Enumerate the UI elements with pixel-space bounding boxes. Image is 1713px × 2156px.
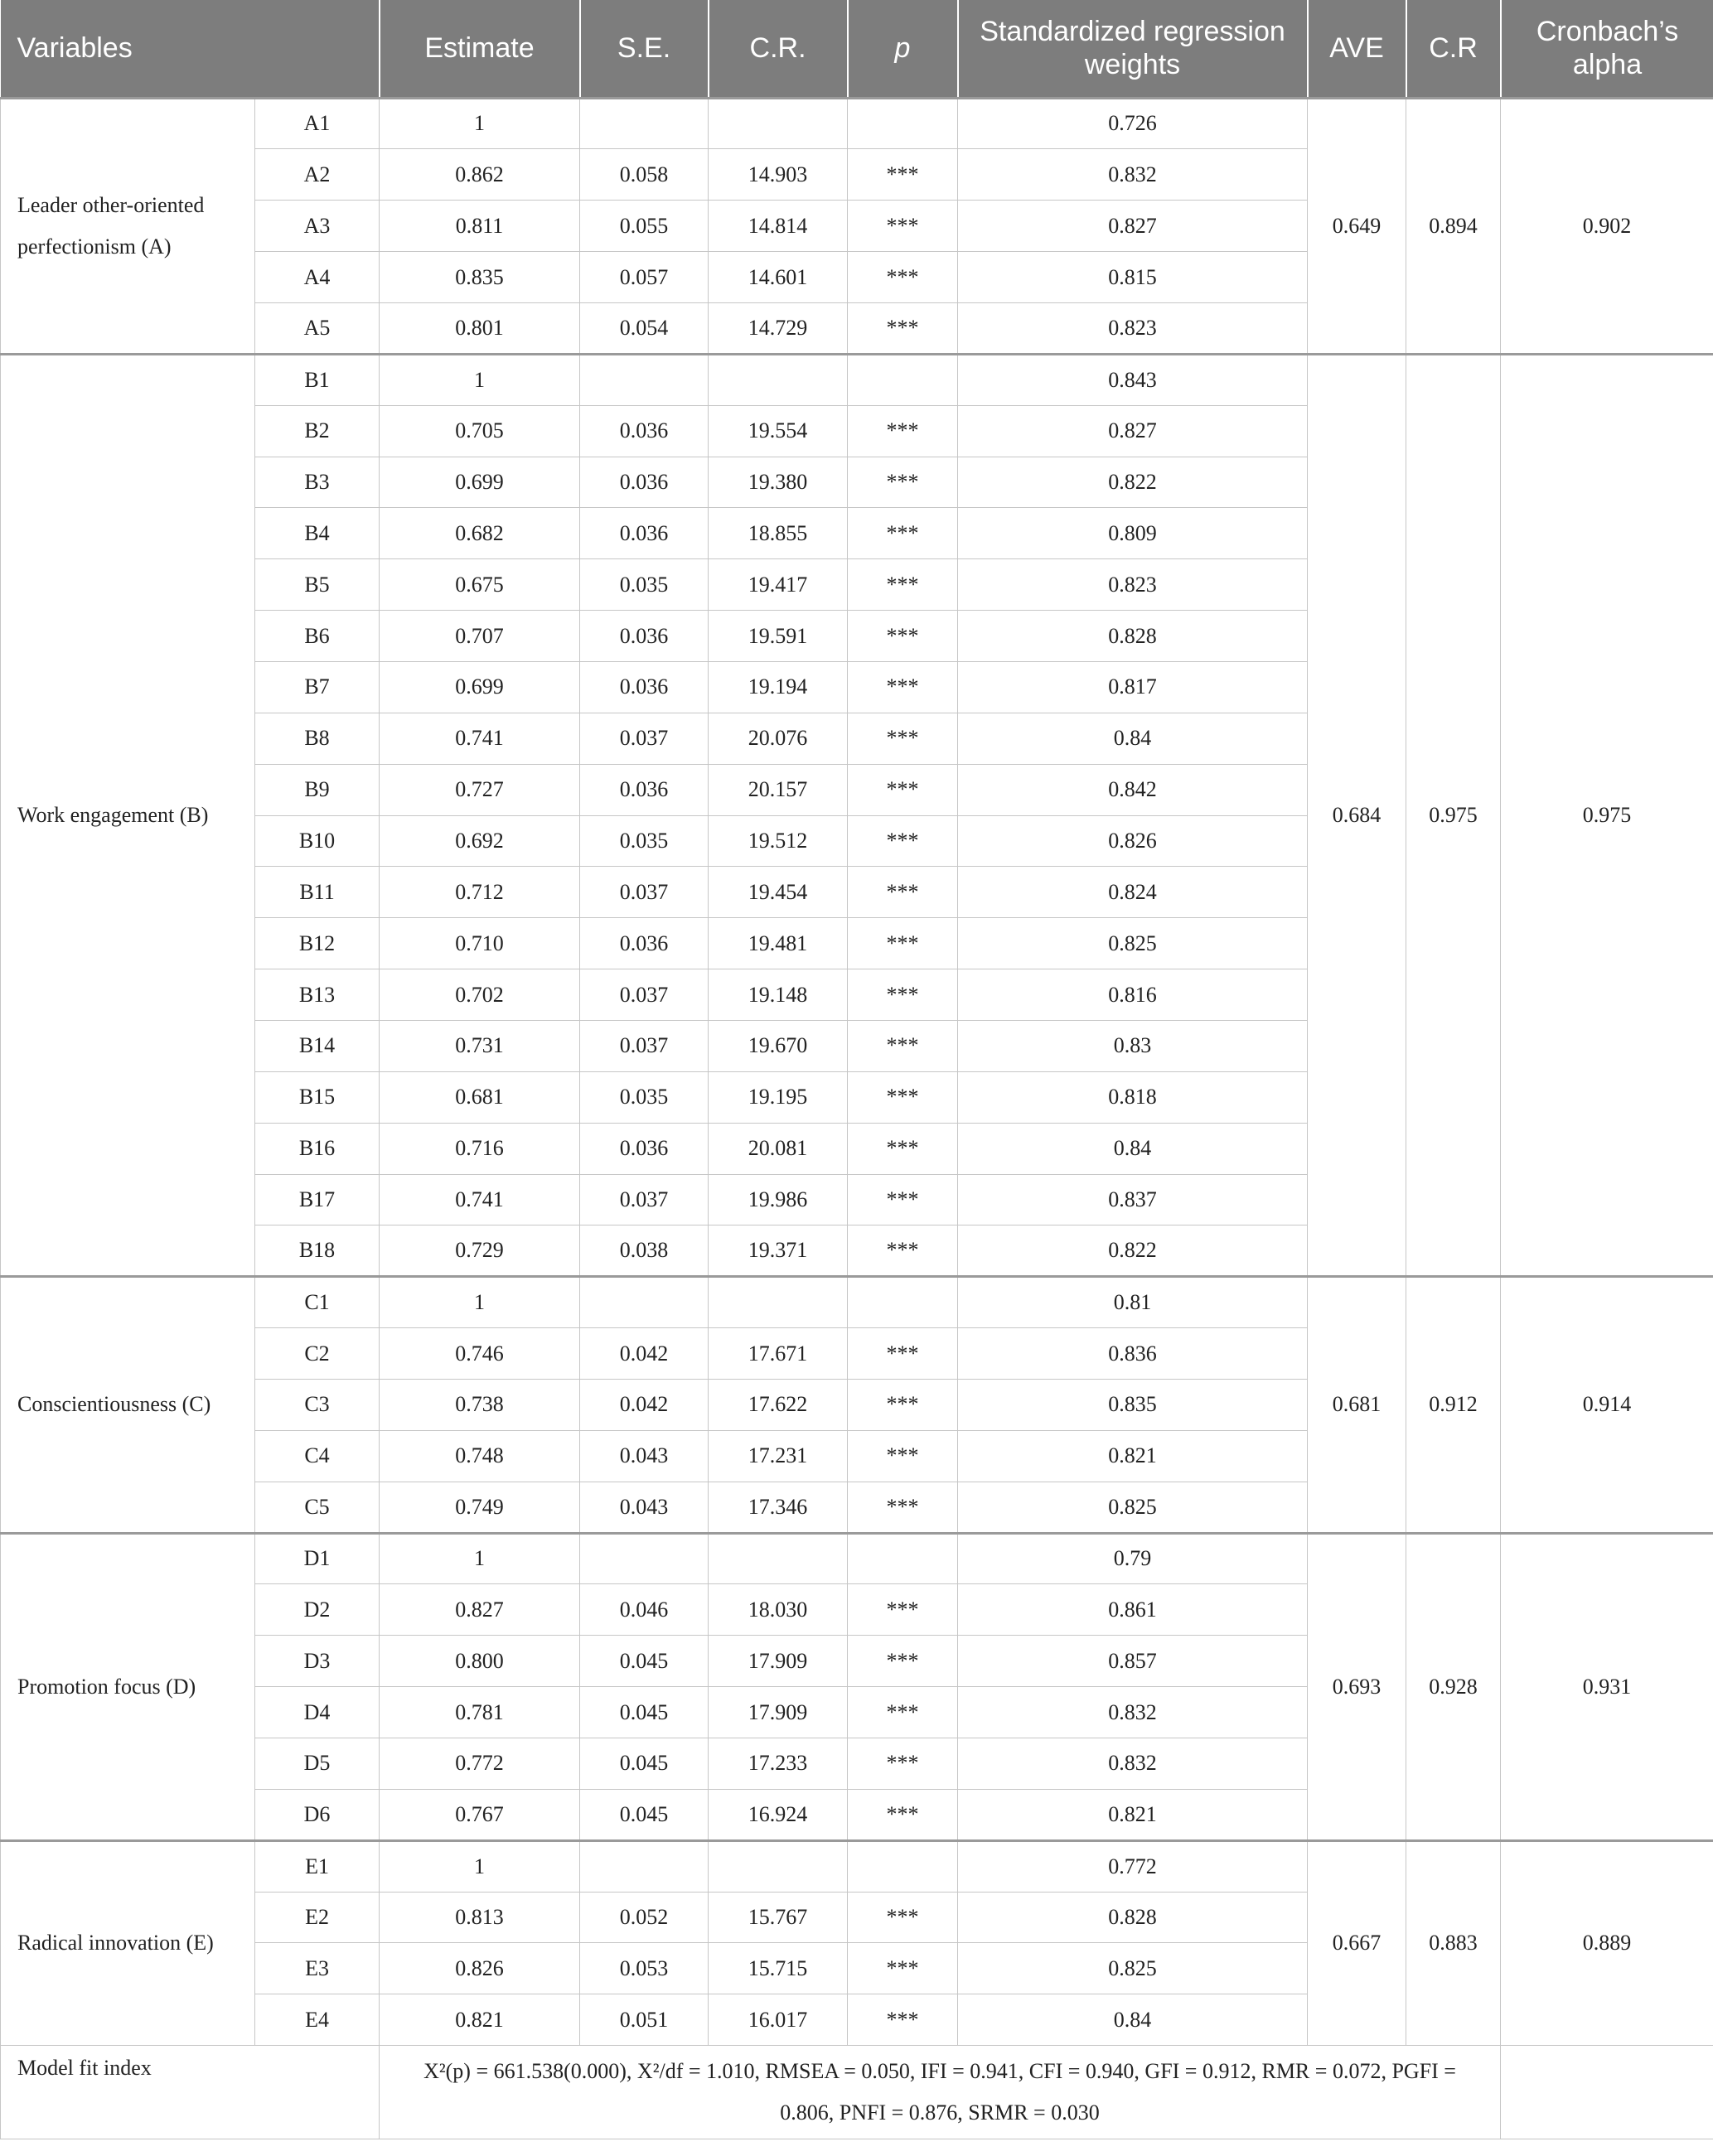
header-p: p [848, 0, 958, 98]
header-cronbachs-alpha: Cronbach’s alpha [1501, 0, 1713, 98]
estimate-cell: 0.716 [380, 1123, 580, 1174]
cr-cell: 19.454 [709, 867, 848, 918]
cr-cell: 19.148 [709, 969, 848, 1021]
std-weight-cell: 0.832 [958, 1687, 1308, 1738]
std-weight-cell: 0.836 [958, 1328, 1308, 1380]
item-id: A5 [255, 302, 380, 354]
cr-cell: 19.417 [709, 559, 848, 611]
se-cell: 0.036 [580, 918, 709, 969]
se-cell: 0.052 [580, 1892, 709, 1943]
p-cell: *** [848, 611, 958, 662]
se-cell: 0.037 [580, 1174, 709, 1225]
cr-cell: 19.554 [709, 405, 848, 457]
estimate-cell: 0.741 [380, 1174, 580, 1225]
se-cell: 0.053 [580, 1943, 709, 1994]
estimate-cell: 0.835 [380, 252, 580, 303]
p-cell: *** [848, 302, 958, 354]
model-fit-empty-cell [1501, 2046, 1713, 2139]
std-weight-cell: 0.817 [958, 661, 1308, 713]
composite-reliability-cell: 0.912 [1406, 1277, 1501, 1533]
table-body [1, 98, 1713, 2139]
estimate-cell: 0.675 [380, 559, 580, 611]
std-weight-cell: 0.84 [958, 1123, 1308, 1174]
p-cell [848, 1840, 958, 1892]
item-id: D5 [255, 1738, 380, 1790]
cr-cell: 18.855 [709, 508, 848, 559]
p-cell [848, 1277, 958, 1328]
p-cell: *** [848, 1071, 958, 1123]
cr-cell [709, 98, 848, 149]
estimate-cell: 1 [380, 1840, 580, 1892]
cronbachs-alpha-cell: 0.889 [1501, 1840, 1713, 2045]
se-cell: 0.045 [580, 1738, 709, 1790]
cr-cell: 15.715 [709, 1943, 848, 1994]
p-cell [848, 1533, 958, 1584]
se-cell: 0.036 [580, 508, 709, 559]
p-cell: *** [848, 1020, 958, 1071]
std-weight-cell: 0.822 [958, 1225, 1308, 1277]
se-cell: 0.043 [580, 1430, 709, 1482]
std-weight-cell: 0.827 [958, 405, 1308, 457]
p-cell [848, 354, 958, 405]
estimate-cell: 0.731 [380, 1020, 580, 1071]
cr-cell [709, 354, 848, 405]
se-cell: 0.046 [580, 1584, 709, 1636]
cr-cell: 17.909 [709, 1687, 848, 1738]
std-weight-cell: 0.842 [958, 764, 1308, 815]
header-se: S.E. [580, 0, 709, 98]
p-cell: *** [848, 764, 958, 815]
p-cell: *** [848, 1892, 958, 1943]
std-weight-cell: 0.81 [958, 1277, 1308, 1328]
cr-cell: 17.233 [709, 1738, 848, 1790]
std-weight-cell: 0.809 [958, 508, 1308, 559]
cr-cell: 20.076 [709, 713, 848, 764]
std-weight-cell: 0.825 [958, 1943, 1308, 1994]
se-cell: 0.036 [580, 405, 709, 457]
std-weight-cell: 0.84 [958, 713, 1308, 764]
item-id: B6 [255, 611, 380, 662]
std-weight-cell: 0.84 [958, 1994, 1308, 2046]
estimate-cell: 0.772 [380, 1738, 580, 1790]
se-cell [580, 354, 709, 405]
cr-cell: 15.767 [709, 1892, 848, 1943]
se-cell [580, 1840, 709, 1892]
p-cell: *** [848, 1328, 958, 1380]
item-id: D1 [255, 1533, 380, 1584]
item-id: B9 [255, 764, 380, 815]
estimate-cell: 0.821 [380, 1994, 580, 2046]
std-weight-cell: 0.843 [958, 354, 1308, 405]
p-cell: *** [848, 1636, 958, 1687]
item-id: E1 [255, 1840, 380, 1892]
item-id: E4 [255, 1994, 380, 2046]
p-cell: *** [848, 1943, 958, 1994]
se-cell: 0.051 [580, 1994, 709, 2046]
item-id: B4 [255, 508, 380, 559]
p-cell: *** [848, 661, 958, 713]
estimate-cell: 0.681 [380, 1071, 580, 1123]
table-row [1, 1840, 1713, 1892]
estimate-cell: 0.827 [380, 1584, 580, 1636]
p-cell: *** [848, 867, 958, 918]
std-weight-cell: 0.857 [958, 1636, 1308, 1687]
cronbachs-alpha-cell: 0.902 [1501, 98, 1713, 354]
composite-reliability-cell: 0.883 [1406, 1840, 1501, 2045]
p-cell: *** [848, 201, 958, 252]
estimate-cell: 0.741 [380, 713, 580, 764]
std-weight-cell: 0.816 [958, 969, 1308, 1021]
cr-cell: 20.157 [709, 764, 848, 815]
se-cell: 0.037 [580, 1020, 709, 1071]
item-id: B3 [255, 457, 380, 508]
estimate-cell: 1 [380, 98, 580, 149]
cr-cell: 19.194 [709, 661, 848, 713]
estimate-cell: 0.746 [380, 1328, 580, 1380]
model-fit-row [1, 2046, 1713, 2139]
composite-reliability-cell: 0.975 [1406, 354, 1501, 1276]
ave-cell: 0.667 [1308, 1840, 1406, 2045]
header-ave: AVE [1308, 0, 1406, 98]
item-id: C2 [255, 1328, 380, 1380]
std-weight-cell: 0.826 [958, 815, 1308, 867]
item-id: C1 [255, 1277, 380, 1328]
cronbachs-alpha-cell: 0.975 [1501, 354, 1713, 1276]
std-weight-cell: 0.824 [958, 867, 1308, 918]
item-id: B10 [255, 815, 380, 867]
estimate-cell: 0.748 [380, 1430, 580, 1482]
ave-cell: 0.693 [1308, 1533, 1406, 1840]
header-variables: Variables [1, 0, 380, 98]
estimate-cell: 0.705 [380, 405, 580, 457]
std-weight-cell: 0.818 [958, 1071, 1308, 1123]
se-cell: 0.057 [580, 252, 709, 303]
cr-cell: 19.986 [709, 1174, 848, 1225]
std-weight-cell: 0.825 [958, 1482, 1308, 1533]
cr-cell: 17.671 [709, 1328, 848, 1380]
variable-name: Conscientiousness (C) [1, 1277, 255, 1533]
cr-cell: 20.081 [709, 1123, 848, 1174]
estimate-cell: 0.727 [380, 764, 580, 815]
std-weight-cell: 0.821 [958, 1430, 1308, 1482]
cronbachs-alpha-cell: 0.914 [1501, 1277, 1713, 1533]
p-cell: *** [848, 1379, 958, 1430]
std-weight-cell: 0.823 [958, 559, 1308, 611]
item-id: B16 [255, 1123, 380, 1174]
cr-cell: 17.231 [709, 1430, 848, 1482]
cr-cell: 16.924 [709, 1789, 848, 1840]
estimate-cell: 0.738 [380, 1379, 580, 1430]
p-cell: *** [848, 1225, 958, 1277]
estimate-cell: 0.729 [380, 1225, 580, 1277]
item-id: A3 [255, 201, 380, 252]
std-weight-cell: 0.861 [958, 1584, 1308, 1636]
estimate-cell: 0.682 [380, 508, 580, 559]
estimate-cell: 0.781 [380, 1687, 580, 1738]
item-id: E3 [255, 1943, 380, 1994]
p-cell: *** [848, 457, 958, 508]
se-cell: 0.037 [580, 713, 709, 764]
std-weight-cell: 0.772 [958, 1840, 1308, 1892]
p-cell: *** [848, 969, 958, 1021]
estimate-cell: 1 [380, 1533, 580, 1584]
cr-cell: 19.371 [709, 1225, 848, 1277]
estimate-cell: 0.862 [380, 149, 580, 201]
se-cell: 0.036 [580, 1123, 709, 1174]
se-cell: 0.042 [580, 1328, 709, 1380]
estimate-cell: 0.811 [380, 201, 580, 252]
p-cell: *** [848, 1123, 958, 1174]
item-id: B14 [255, 1020, 380, 1071]
cronbachs-alpha-cell: 0.931 [1501, 1533, 1713, 1840]
std-weight-cell: 0.828 [958, 1892, 1308, 1943]
item-id: C3 [255, 1379, 380, 1430]
std-weight-cell: 0.79 [958, 1533, 1308, 1584]
cr-cell [709, 1533, 848, 1584]
item-id: B13 [255, 969, 380, 1021]
table-row [1, 1277, 1713, 1328]
p-cell: *** [848, 1482, 958, 1533]
variable-name: Radical innovation (E) [1, 1840, 255, 2045]
item-id: B18 [255, 1225, 380, 1277]
se-cell: 0.055 [580, 201, 709, 252]
ave-cell: 0.684 [1308, 354, 1406, 1276]
p-cell [848, 98, 958, 149]
se-cell: 0.043 [580, 1482, 709, 1533]
cr-cell: 19.195 [709, 1071, 848, 1123]
item-id: D4 [255, 1687, 380, 1738]
p-cell: *** [848, 252, 958, 303]
item-id: A1 [255, 98, 380, 149]
p-cell: *** [848, 559, 958, 611]
estimate-cell: 0.749 [380, 1482, 580, 1533]
cr-cell: 16.017 [709, 1994, 848, 2046]
cr-cell [709, 1277, 848, 1328]
std-weight-cell: 0.828 [958, 611, 1308, 662]
cr-cell: 19.380 [709, 457, 848, 508]
p-cell: *** [848, 1584, 958, 1636]
std-weight-cell: 0.821 [958, 1789, 1308, 1840]
item-id: B1 [255, 354, 380, 405]
table-row [1, 98, 1713, 149]
p-cell: *** [848, 713, 958, 764]
p-cell: *** [848, 1687, 958, 1738]
estimate-cell: 0.702 [380, 969, 580, 1021]
item-id: B2 [255, 405, 380, 457]
table-header [1, 0, 1713, 98]
item-id: B17 [255, 1174, 380, 1225]
item-id: C4 [255, 1430, 380, 1482]
std-weight-cell: 0.832 [958, 149, 1308, 201]
se-cell: 0.035 [580, 815, 709, 867]
se-cell: 0.035 [580, 559, 709, 611]
variable-name: Promotion focus (D) [1, 1533, 255, 1840]
cr-cell: 17.346 [709, 1482, 848, 1533]
se-cell: 0.042 [580, 1379, 709, 1430]
estimate-cell: 0.712 [380, 867, 580, 918]
se-cell [580, 1533, 709, 1584]
item-id: A4 [255, 252, 380, 303]
estimate-cell: 0.692 [380, 815, 580, 867]
p-cell: *** [848, 149, 958, 201]
se-cell: 0.045 [580, 1687, 709, 1738]
item-id: B11 [255, 867, 380, 918]
item-id: B8 [255, 713, 380, 764]
se-cell: 0.036 [580, 764, 709, 815]
table-row [1, 1533, 1713, 1584]
std-weight-cell: 0.726 [958, 98, 1308, 149]
estimate-cell: 0.813 [380, 1892, 580, 1943]
cr-cell: 19.512 [709, 815, 848, 867]
cr-cell: 14.903 [709, 149, 848, 201]
p-cell: *** [848, 405, 958, 457]
se-cell: 0.045 [580, 1789, 709, 1840]
p-cell: *** [848, 815, 958, 867]
std-weight-cell: 0.83 [958, 1020, 1308, 1071]
p-cell: *** [848, 1738, 958, 1790]
item-id: A2 [255, 149, 380, 201]
p-cell: *** [848, 918, 958, 969]
item-id: B15 [255, 1071, 380, 1123]
item-id: D6 [255, 1789, 380, 1840]
header-cr: C.R. [709, 0, 848, 98]
std-weight-cell: 0.832 [958, 1738, 1308, 1790]
cr-cell: 14.601 [709, 252, 848, 303]
estimate-cell: 0.710 [380, 918, 580, 969]
estimate-cell: 1 [380, 1277, 580, 1328]
cr-cell: 14.814 [709, 201, 848, 252]
header-composite-reliability: C.R [1406, 0, 1501, 98]
model-fit-values: X²(p) = 661.538(0.000), X²/df = 1.010, RMSEA = 0.050, IFI = 0.941, CFI = 0.940, GFI = 0.912, RMR = 0.072, PGFI = 0.806, PNFI = 0.876, SRMR = 0.030 [380, 2046, 1501, 2139]
std-weight-cell: 0.825 [958, 918, 1308, 969]
se-cell: 0.045 [580, 1636, 709, 1687]
std-weight-cell: 0.815 [958, 252, 1308, 303]
estimate-cell: 0.801 [380, 302, 580, 354]
item-id: D3 [255, 1636, 380, 1687]
composite-reliability-cell: 0.894 [1406, 98, 1501, 354]
se-cell: 0.054 [580, 302, 709, 354]
model-fit-label: Model fit index [1, 2046, 380, 2139]
std-weight-cell: 0.827 [958, 201, 1308, 252]
cr-cell: 19.670 [709, 1020, 848, 1071]
header-standardized-weights: Standardized regression weights [958, 0, 1308, 98]
p-cell: *** [848, 508, 958, 559]
std-weight-cell: 0.823 [958, 302, 1308, 354]
composite-reliability-cell: 0.928 [1406, 1533, 1501, 1840]
p-cell: *** [848, 1174, 958, 1225]
std-weight-cell: 0.837 [958, 1174, 1308, 1225]
se-cell: 0.058 [580, 149, 709, 201]
cr-cell [709, 1840, 848, 1892]
item-id: D2 [255, 1584, 380, 1636]
estimate-cell: 0.767 [380, 1789, 580, 1840]
se-cell: 0.036 [580, 611, 709, 662]
item-id: E2 [255, 1892, 380, 1943]
estimate-cell: 0.699 [380, 457, 580, 508]
se-cell: 0.037 [580, 969, 709, 1021]
item-id: B7 [255, 661, 380, 713]
ave-cell: 0.681 [1308, 1277, 1406, 1533]
cr-cell: 19.481 [709, 918, 848, 969]
p-cell: *** [848, 1789, 958, 1840]
std-weight-cell: 0.822 [958, 457, 1308, 508]
ave-cell: 0.649 [1308, 98, 1406, 354]
p-cell: *** [848, 1994, 958, 2046]
se-cell [580, 98, 709, 149]
se-cell: 0.036 [580, 661, 709, 713]
p-cell: *** [848, 1430, 958, 1482]
item-id: C5 [255, 1482, 380, 1533]
table-row [1, 354, 1713, 405]
std-weight-cell: 0.835 [958, 1379, 1308, 1430]
estimate-cell: 0.800 [380, 1636, 580, 1687]
cr-cell: 19.591 [709, 611, 848, 662]
header-estimate: Estimate [380, 0, 580, 98]
estimate-cell: 0.707 [380, 611, 580, 662]
estimate-cell: 1 [380, 354, 580, 405]
se-cell: 0.035 [580, 1071, 709, 1123]
item-id: B5 [255, 559, 380, 611]
cr-cell: 18.030 [709, 1584, 848, 1636]
cr-cell: 14.729 [709, 302, 848, 354]
se-cell [580, 1277, 709, 1328]
item-id: B12 [255, 918, 380, 969]
estimate-cell: 0.699 [380, 661, 580, 713]
estimate-cell: 0.826 [380, 1943, 580, 1994]
se-cell: 0.038 [580, 1225, 709, 1277]
cr-cell: 17.622 [709, 1379, 848, 1430]
cr-cell: 17.909 [709, 1636, 848, 1687]
variable-name: Work engagement (B) [1, 354, 255, 1276]
variable-name: Leader other-oriented perfectionism (A) [1, 98, 255, 354]
se-cell: 0.036 [580, 457, 709, 508]
se-cell: 0.037 [580, 867, 709, 918]
